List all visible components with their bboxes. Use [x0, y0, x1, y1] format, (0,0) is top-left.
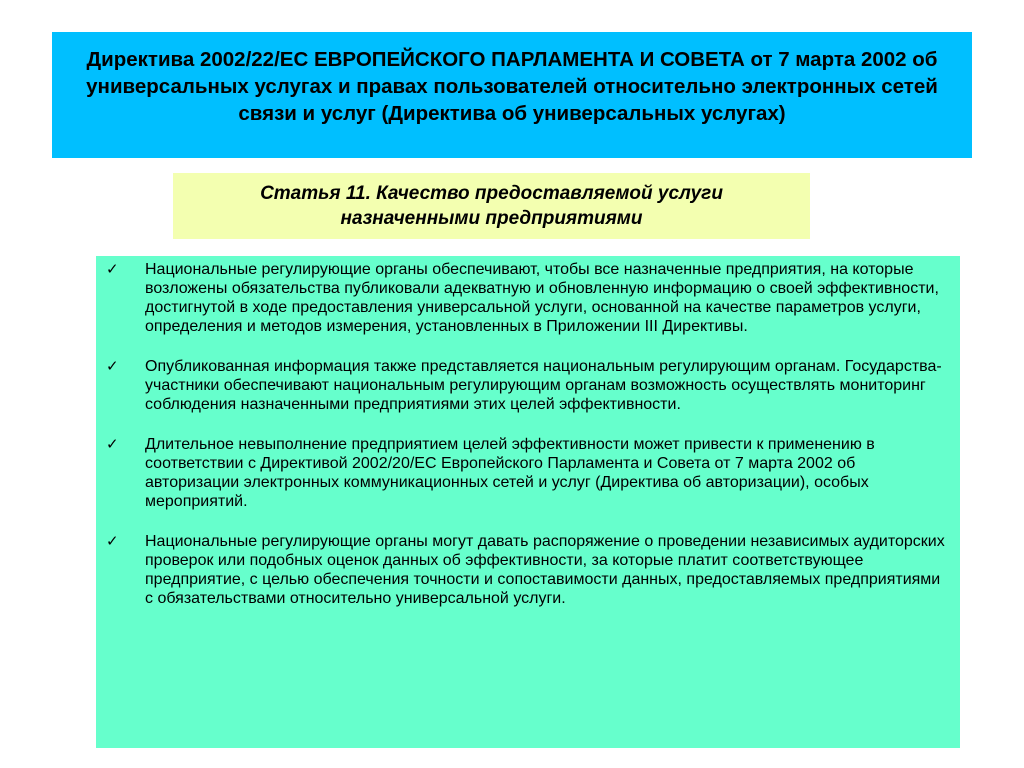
check-icon: ✓ [106, 436, 119, 453]
check-icon: ✓ [106, 358, 119, 375]
list-item-text: Национальные регулирующие органы обеспечивают, чтобы все назначенные предприятия, на которые возложены обязательства публиковали адекватную и обновленную информацию о своей эффективности, достигнутой в ходе предоставления универсальной услуги, основанной на качестве параметров услуги, определения и методов измерения, установленных в Приложении III Директивы. [145, 261, 939, 335]
list-item-text: Длительное невыполнение предприятием целей эффективности может привести к применению в соответствии с Директивой 2002/20/ЕС Европейского Парламента и Совета от 7 марта 2002 об авторизации электронных коммуникационных сетей и услуг (Директива об авторизации), особых мероприятий. [145, 436, 875, 510]
check-icon: ✓ [106, 261, 119, 278]
list-item-text: Национальные регулирующие органы могут давать распоряжение о проведении независимых аудиторских проверок или подобных оценок данных об эффективности, за которые платит соответствующее предприятие, с целью обеспечения точности и сопоставимости данных, предоставляемых предприятиями с обязательствами относительно универсальной услуги. [145, 533, 945, 607]
article-title: Статья 11. Качество предоставляемой услуги назначенными предприятиями [260, 183, 723, 229]
check-icon: ✓ [106, 533, 119, 550]
list-item [96, 435, 950, 511]
bullet-list [96, 260, 950, 608]
list-item [96, 260, 950, 336]
header-banner [52, 32, 972, 158]
list-item [96, 532, 950, 608]
slide-title: Директива 2002/22/ЕС ЕВРОПЕЙСКОГО ПАРЛАМЕНТА И СОВЕТА от 7 марта 2002 об универсальных услугах и правах пользователей относительно электронных сетей связи и услуг (Директива об универсальных услугах) [86, 48, 938, 125]
list-item-text: Опубликованная информация также представляется национальным регулирующим органам. Государства-участники обеспечивают национальным регулирующим органам возможность осуществлять мониторинг соблюдения назначенными предприятиями этих целей эффективности. [145, 358, 942, 413]
content-panel [96, 256, 960, 748]
list-item [96, 357, 950, 414]
article-banner [173, 173, 810, 239]
